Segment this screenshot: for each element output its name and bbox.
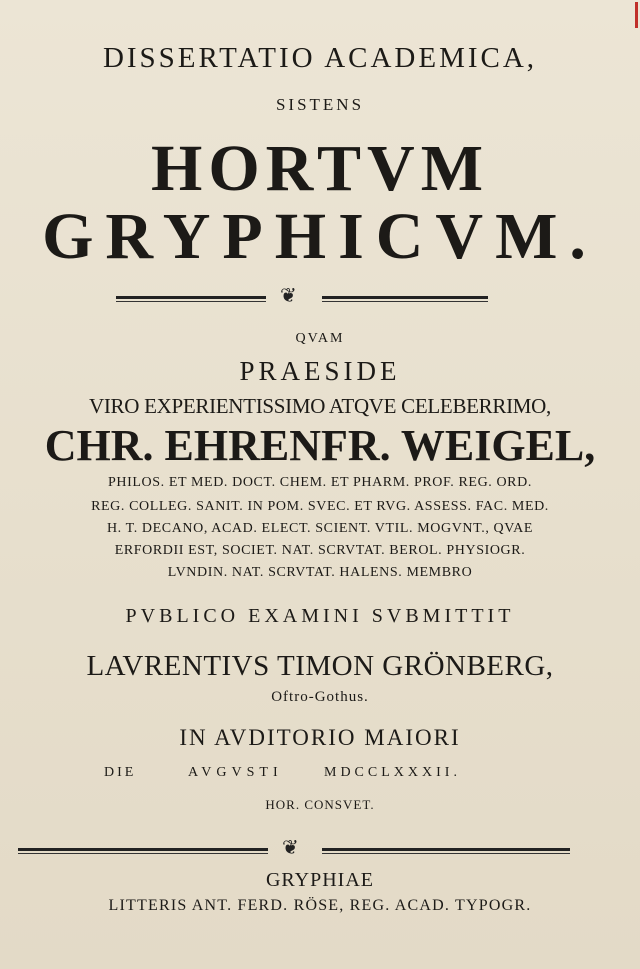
imprint-city: GRYPHIAE <box>265 869 374 891</box>
date-month: AVGVSTI <box>188 765 283 780</box>
date-die: DIE <box>104 765 137 780</box>
praeses-title-1: PHILOS. ET MED. DOCT. CHEM. ET PHARM. PROF. REG. ORD. <box>108 475 532 490</box>
title-line-sistens: SISTENS <box>275 95 365 114</box>
title-line-hortvm: HORTVM <box>151 132 489 205</box>
praeses-title-3: H. T. DECANO, ACAD. ELECT. SCIENT. VTIL. MOGVNT., QVAE <box>106 521 534 536</box>
publico-text: PVBLICO EXAMINI SVBMITTIT <box>125 605 515 627</box>
fleuron-icon: ❦ <box>282 837 298 859</box>
author-name: LAVRENTIVS TIMON GRÖNBERG, <box>86 650 554 682</box>
author-origin: Oftro-Gothus. <box>271 689 369 705</box>
hora-text: HOR. CONSVET. <box>265 797 375 812</box>
praeses-name: CHR. EHRENFR. WEIGEL, <box>44 421 596 470</box>
qvam-text: QVAM <box>295 331 345 346</box>
praeside-text: PRAESIDE <box>239 356 401 386</box>
date-year: MDCCLXXXII. <box>324 765 461 780</box>
imprint-printer: LITTERIS ANT. FERD. RÖSE, REG. ACAD. TYPOGR. <box>108 897 532 914</box>
title-line-gryphicvm: GRYPHICVM. <box>42 200 598 273</box>
red-margin-mark <box>635 2 638 28</box>
title-line-dissertatio: DISSERTATIO ACADEMICA, <box>102 42 538 74</box>
fleuron-icon: ❦ <box>280 285 296 307</box>
auditorio-text: IN AVDITORIO MAIORI <box>179 725 461 750</box>
praeses-title-4: ERFORDII EST, SOCIET. NAT. SCRVTAT. BEROL. PHYSIOGR. <box>114 543 526 558</box>
praeses-title-2: REG. COLLEG. SANIT. IN POM. SVEC. ET RVG. ASSESS. FAC. MED. <box>91 499 549 514</box>
praeses-title-5: LVNDIN. NAT. SCRVTAT. HALENS. MEMBRO <box>167 565 473 580</box>
viro-text: VIRO EXPERIENTISSIMO ATQVE CELEBERRIMO, <box>89 394 551 418</box>
